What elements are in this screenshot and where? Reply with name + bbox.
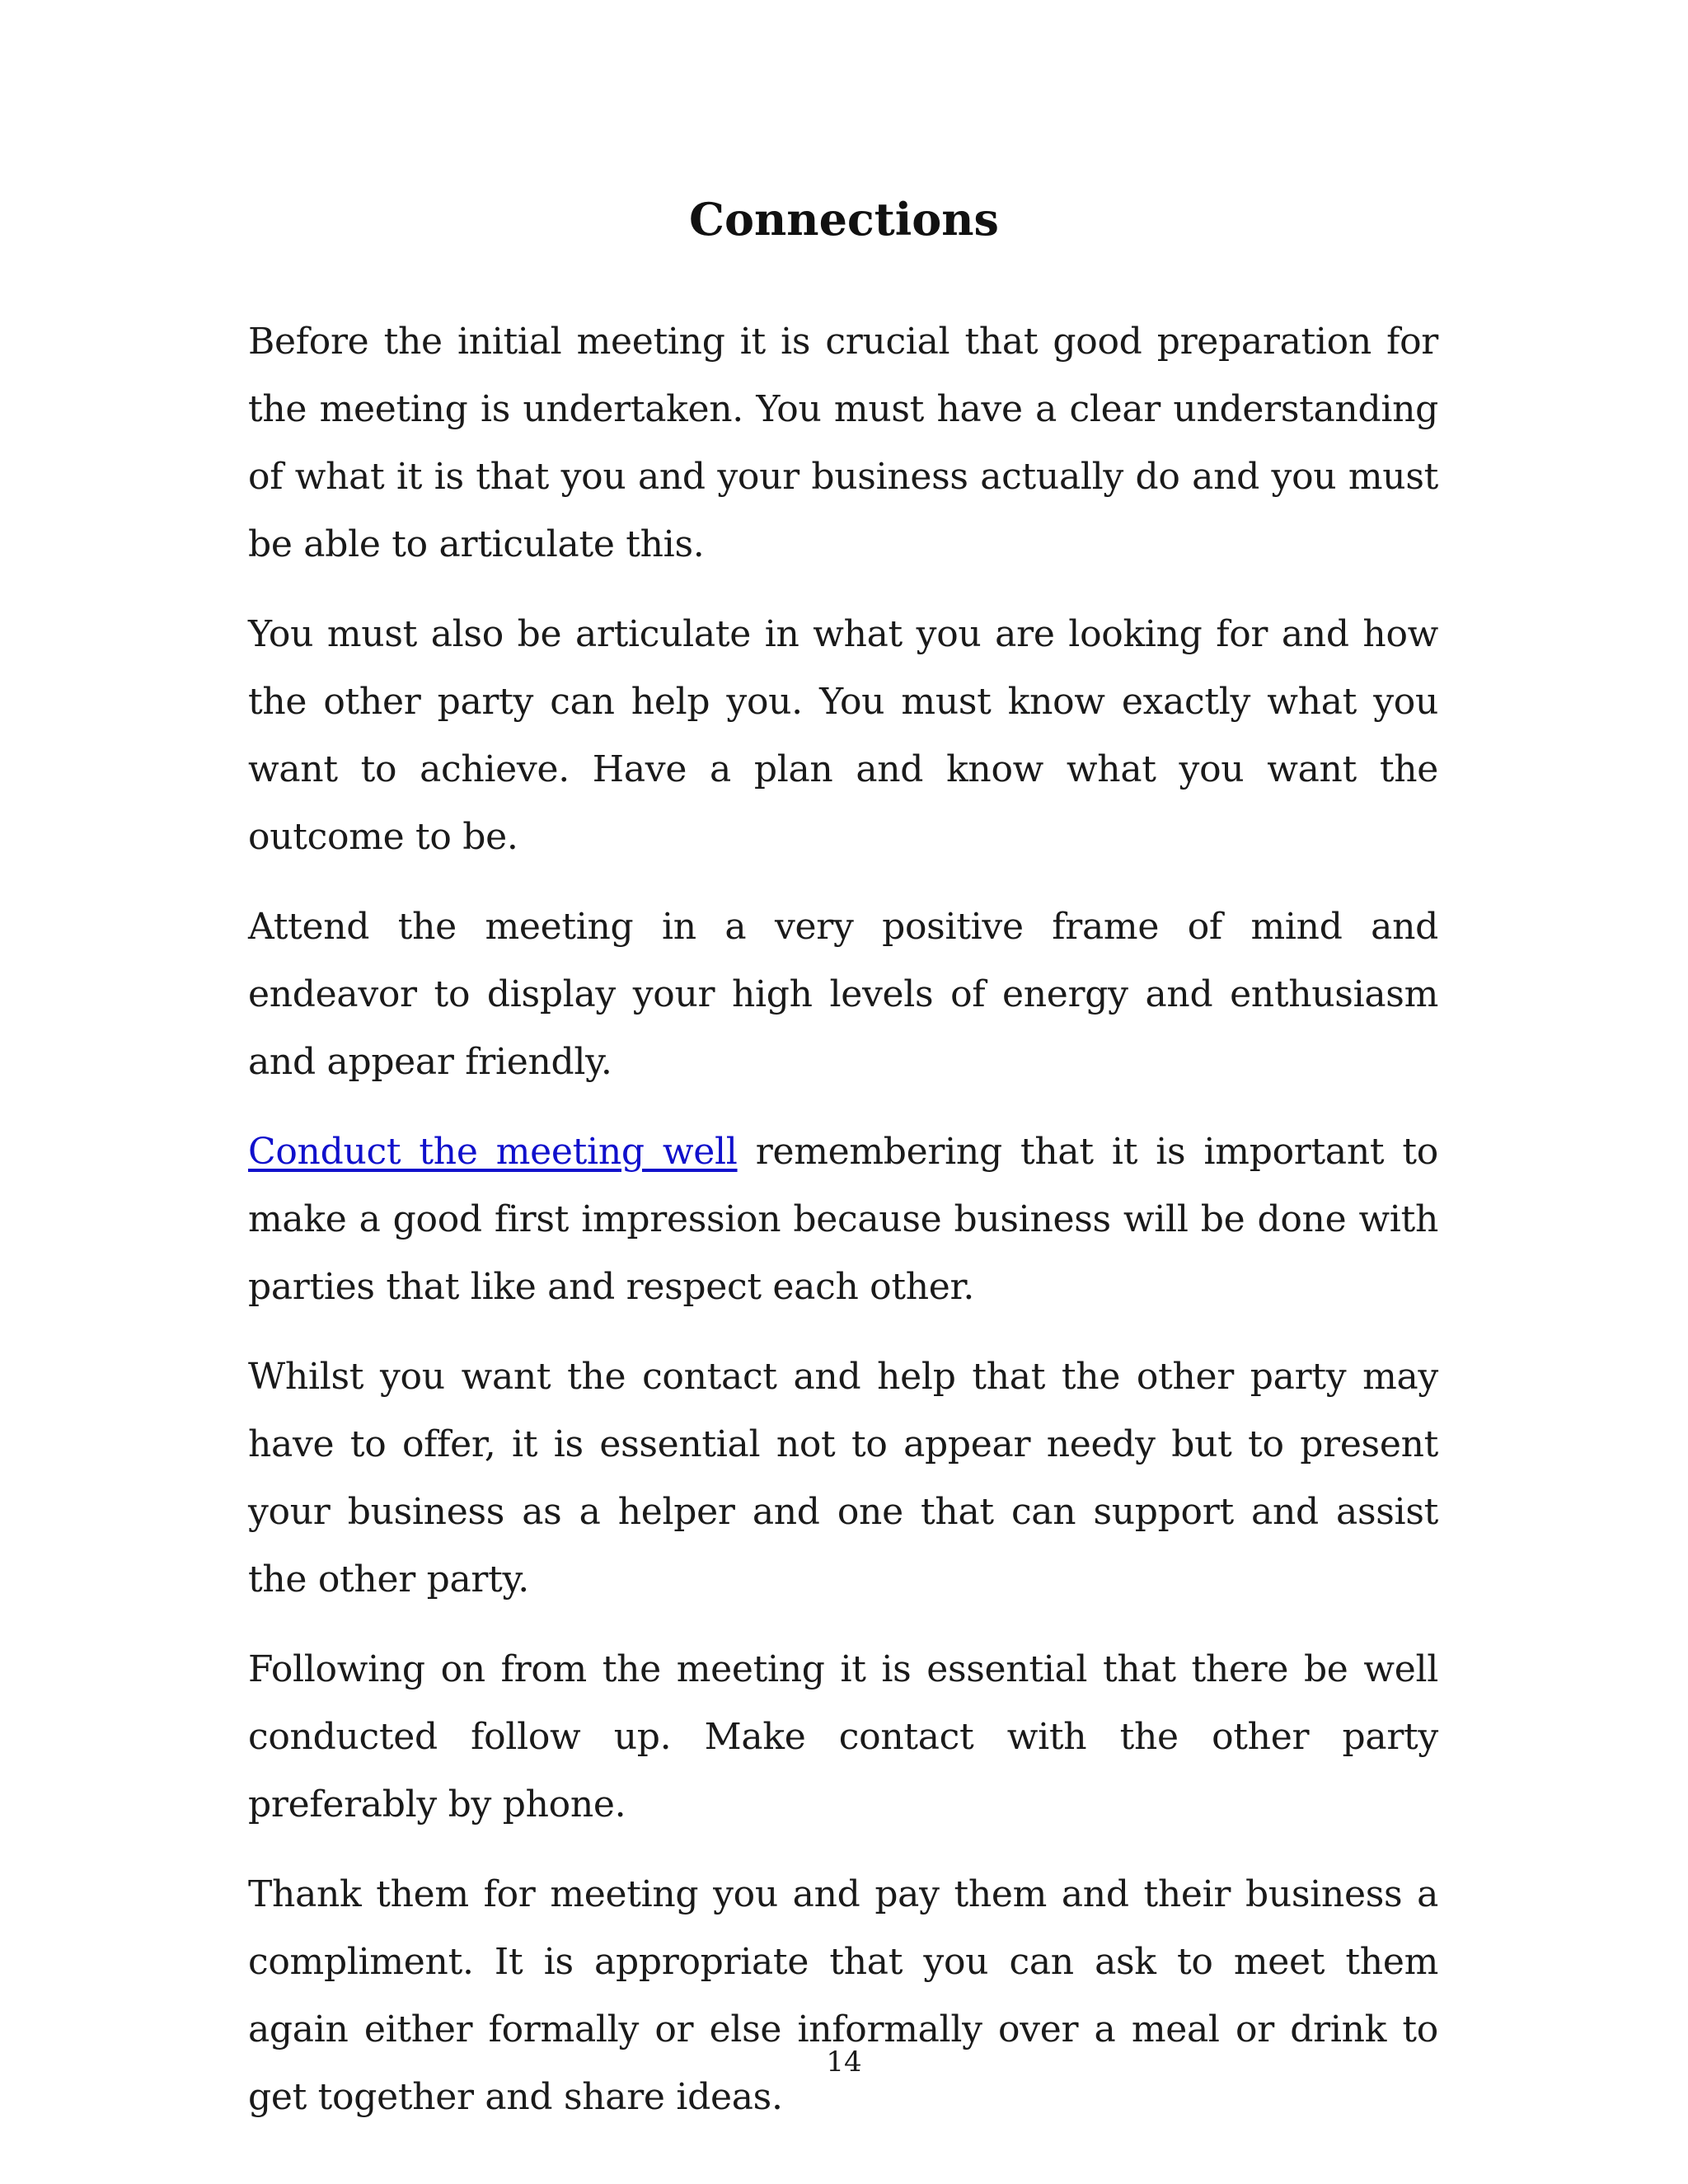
paragraph-2: You must also be articulate in what you are looking for and how the other party can help you. You must know exactly what you want to achieve. Have a plan and know what you want the outcome to be. xyxy=(248,613,1438,858)
paragraph-4 xyxy=(248,1118,1438,1321)
paragraph-1: Before the initial meeting it is crucial that good preparation for the meeting is undertaken. You must have a clear understanding of what it is that you and your business actually do and you must be able to articulate this. xyxy=(248,321,1438,565)
conduct-meeting-link[interactable]: Conduct the meeting well xyxy=(248,1131,738,1173)
paragraph-3: Attend the meeting in a very positive frame of mind and endeavor to display your high levels of energy and enthusiasm and appear friendly. xyxy=(248,906,1438,1083)
body-text xyxy=(248,308,1438,2154)
paragraph-5: Whilst you want the contact and help that the other party may have to offer, it is essential not to appear needy but to present your business as a helper and one that can support and assist the other party. xyxy=(248,1356,1438,1601)
paragraph-7: Thank them for meeting you and pay them and their business a compliment. It is appropriate that you can ask to meet them again either formally or else informally over a meal or drink to get together and share ideas. xyxy=(248,1873,1438,2118)
page-number: 14 xyxy=(826,2046,862,2079)
paragraph-4-text: remembering that it is important to make a good first impression because business will be done with parties that like and respect each other. xyxy=(248,1131,1439,1308)
paragraph-6: Following on from the meeting it is essential that there be well conducted follow up. Make contact with the other party preferably by phone. xyxy=(248,1648,1438,1825)
page-title: Connections xyxy=(689,193,999,246)
